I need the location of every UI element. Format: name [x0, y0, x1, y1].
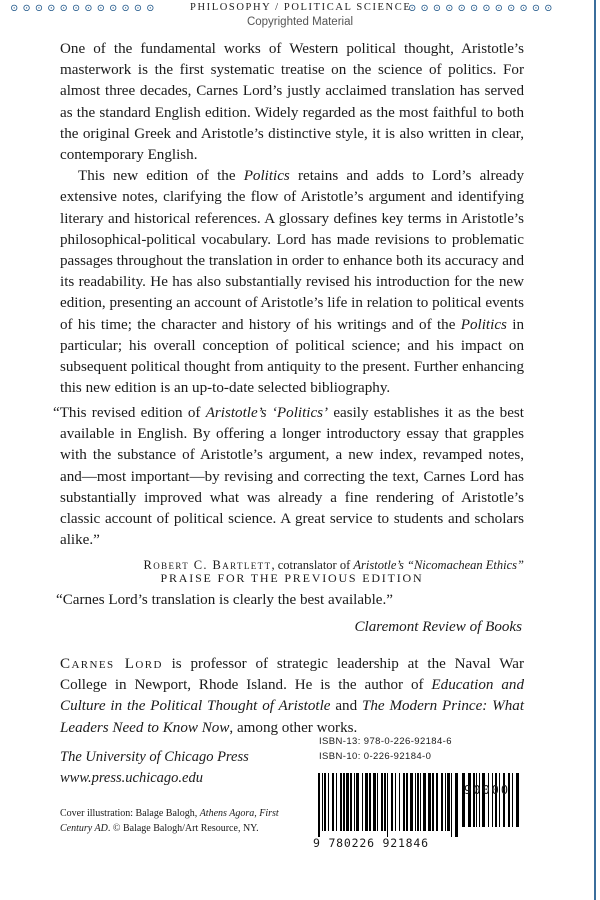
cover-credit: Cover illustration: Balage Balogh, Athens Agora, First Century AD. © Balage Balogh/Art Resource, NY. [60, 808, 279, 834]
barcode-bar [328, 773, 329, 831]
publisher-url: www.press.uchicago.edu [60, 770, 203, 786]
barcode-bar [410, 773, 413, 831]
barcode-bar [423, 773, 426, 831]
barcode-bar [332, 773, 334, 831]
barcode-bar [447, 773, 450, 831]
barcode-bar [516, 773, 519, 827]
barcode-bar [336, 773, 337, 831]
barcode-bar [415, 773, 416, 831]
barcode-bar [343, 773, 345, 831]
barcode-bar [381, 773, 383, 831]
barcode-bar [445, 773, 446, 831]
barcode-bar [318, 773, 320, 837]
praise-source: Claremont Review of Books [354, 619, 522, 635]
endorser-name: Robert C. Bartlett [143, 558, 272, 573]
endorsement-text: “This revised edition of Aristotle’s ‘Politics’ easily establishes it as the best available in English. By offering a longer introductory essay that grapples with the substance of Aristotle’s argument, a new index, revamped notes, and—most important—by revising and correcting the text, Carnes Lord has substantially improved what was already a fine rendering of Aristotle’s classic account of political science. A great service to students and scholars alike.” [53, 405, 524, 549]
barcode-bar [432, 773, 434, 831]
barcode-bar [362, 773, 363, 831]
barcode-bar [406, 773, 408, 831]
barcode-bar [365, 773, 368, 831]
barcode-bar [455, 773, 458, 837]
barcode-bar [403, 773, 405, 831]
isbn-13: ISBN-13: 978-0-226-92184-6 [319, 736, 452, 747]
barcode-bar [322, 773, 323, 831]
endorsement-quote [53, 403, 524, 577]
praise-quote: “Carnes Lord’s translation is clearly the best available.” [56, 592, 393, 608]
barcode-bar [492, 773, 493, 827]
barcode-bar [468, 773, 471, 827]
barcode-bar [495, 773, 497, 827]
barcode-graphic [316, 773, 586, 837]
decorative-dots-left: ⊙⊙⊙⊙⊙⊙⊙⊙⊙⊙⊙⊙ [10, 3, 159, 14]
author-bio: Carnes Lord is professor of strategic leadership at the Naval War College in Newport, Rhode Island. He is the author of Education and Culture in the Political Thought of Aristotle and The Modern Prince: What Leaders Need to Know Now, among other works. [60, 656, 525, 736]
price-code: 90000 [464, 783, 511, 797]
barcode-bar [377, 773, 378, 831]
author-name: Carnes Lord [60, 656, 163, 672]
barcode-bar [488, 773, 489, 827]
barcode-bar [476, 773, 477, 827]
book-description [60, 39, 524, 399]
barcode-bar [503, 773, 505, 827]
barcode-bar [354, 773, 355, 831]
barcode-bar [384, 773, 386, 831]
isbn-10: ISBN-10: 0-226-92184-0 [319, 751, 432, 762]
description-paragraph-1: One of the fundamental works of Western political thought, Aristotle’s masterwork is the first systematic treatise on the science of politics. For almost three decades, Carnes Lord’s justly acclaimed translation has served as the standard English edition. Widely regarded as the most faithful to both the original Greek and Aristotle’s distinctive style, it is also written in clear, contemporary English. [60, 41, 524, 164]
decorative-dots-right: ⊙⊙⊙⊙⊙⊙⊙⊙⊙⊙⊙⊙ [408, 3, 557, 14]
barcode-bar [350, 773, 352, 831]
barcode-bar [346, 773, 349, 831]
barcode-bar [479, 773, 480, 827]
cover-edge [594, 0, 596, 900]
publisher-name: The University of Chicago Press [60, 749, 249, 765]
watermark-top: Copyrighted Material [246, 16, 354, 28]
isbn-block [319, 734, 452, 764]
barcode-bar [420, 773, 421, 831]
barcode-bar [512, 773, 513, 827]
barcode-bar [373, 773, 376, 831]
barcode-bar [324, 773, 326, 831]
barcode-number: 9 780226 921846 [313, 836, 429, 850]
barcode-bar [387, 773, 388, 837]
publisher-info [60, 747, 249, 789]
barcode-bar [428, 773, 431, 831]
praise-heading: PRAISE FOR THE PREVIOUS EDITION [160, 571, 424, 585]
barcode-bar [451, 773, 452, 837]
barcode-bar [356, 773, 359, 831]
barcode-bar [499, 773, 500, 827]
endorsement-attribution: Robert C. Bartlett, cotranslator of Aristotle’s “Nicomachean Ethics” [143, 558, 524, 573]
barcode-bar [369, 773, 371, 831]
barcode-bar [473, 773, 475, 827]
description-paragraph-2: This new edition of the Politics retains and adds to Lord’s already extensive notes, clarifying the flow of Aristotle’s argument and identifying literary and historical references. A glossary defines key terms in Aristotle’s philosophical-political vocabulary. Lord has made revisions to problematic passages throughout the translation in order to enhance both its accuracy and its readability. He has also substantially revised his introduction for the new edition, presenting an account of Aristotle’s life in relation to political events of his time; the character and history of his writings and of the Politics in particular; his overall conception of political science; and his impact on subsequent political thought from antiquity to the present. Further enhancing this new edition is an up-to-date selected bibliography. [60, 168, 525, 397]
barcode-bar [399, 773, 400, 831]
barcode-bar [395, 773, 396, 831]
barcode-bar [462, 773, 465, 827]
barcode-bar [482, 773, 485, 827]
barcode-bar [441, 773, 443, 831]
barcode-bar [436, 773, 438, 831]
barcode-bar [417, 773, 419, 831]
barcode-bar [508, 773, 510, 827]
barcode-bar [340, 773, 342, 831]
barcode-bar [391, 773, 393, 831]
section-label: PHILOSOPHY / POLITICAL SCIENCE [190, 2, 412, 13]
